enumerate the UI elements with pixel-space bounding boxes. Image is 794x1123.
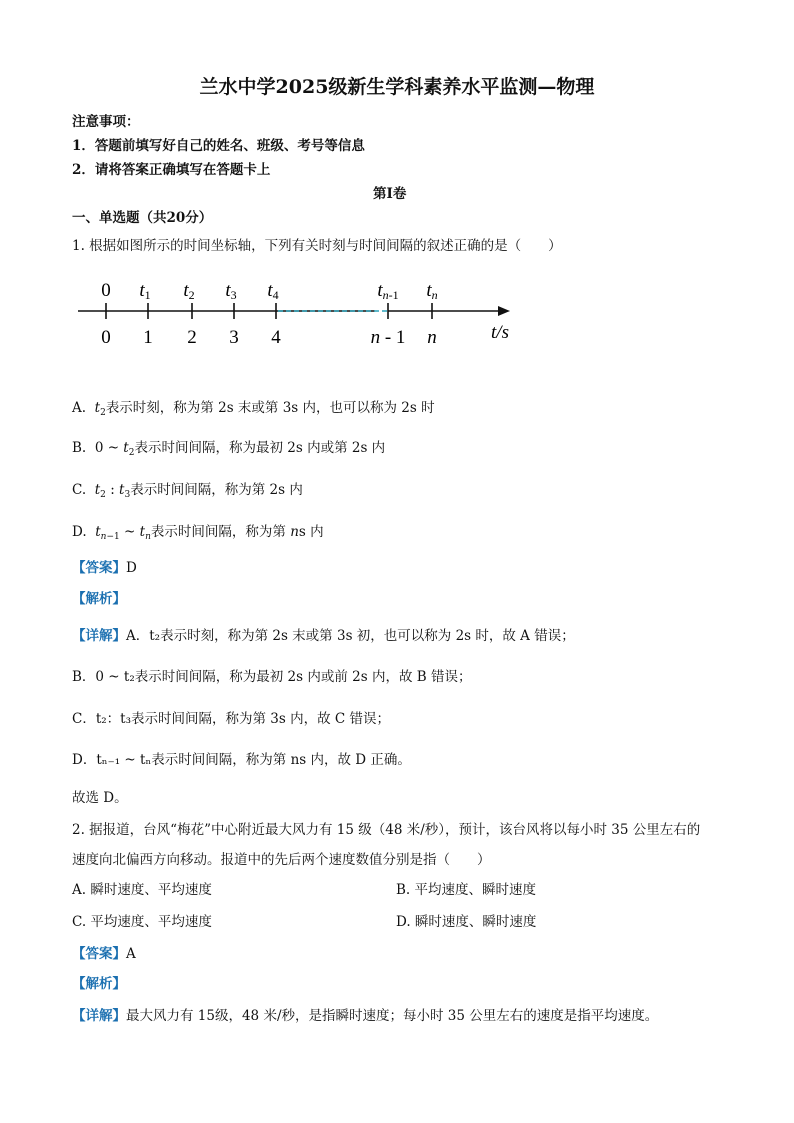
q2-option-a: A. 瞬时速度、平均速度: [72, 882, 212, 898]
bottom-label-3: 3: [229, 327, 239, 348]
top-label-tn: tn: [426, 280, 438, 302]
q1-detail-d: D．tₙ₋₁ ~ tₙ表示时间间隔，称为第 ns 内，故 D 正确。: [72, 752, 411, 768]
axis-unit-label: t/s: [491, 322, 509, 343]
time-axis-figure: [70, 272, 530, 362]
q2-stem-line1: 2. 据报道，台风“梅花”中心附近最大风力有 15 级（48 米/秒），预计，该台风将以每小时 35 公里左右的: [72, 822, 701, 838]
notice-item-2: 2．请将答案正确填写在答题卡上: [72, 162, 271, 178]
q2-analysis-tag: 【解析】: [72, 976, 126, 992]
top-label-tn-1: tn-1: [377, 280, 399, 302]
q1-option-c: C. $t_2$ : $t_3$表示时间间隔，称为第 2s 内: [72, 482, 303, 500]
q1-answer: 【答案】D: [72, 560, 137, 576]
q2-option-d: D. 瞬时速度、瞬时速度: [396, 914, 537, 930]
q2-option-b: B. 平均速度、瞬时速度: [396, 882, 537, 898]
q1-stem: 1. 根据如图所示的时间坐标轴，下列有关时刻与时间间隔的叙述正确的是（ ）: [72, 238, 562, 254]
volume-title: 第Ⅰ卷: [373, 186, 407, 202]
notice-item-1: 1．答题前填写好自己的姓名、班级、考号等信息: [72, 138, 365, 154]
bottom-label-n: n: [427, 327, 437, 348]
q2-option-c: C. 平均速度、平均速度: [72, 914, 212, 930]
q1-analysis-tag: 【解析】: [72, 591, 126, 607]
q1-option-b: B. 0 ~ $t_2$表示时间间隔，称为最初 2s 内或第 2s 内: [72, 440, 386, 458]
top-label-t2: t2: [183, 280, 195, 302]
q2-stem-line2: 速度向北偏西方向移动。报道中的先后两个速度数值分别是指（ ）: [72, 852, 491, 868]
top-label-t1: t1: [139, 280, 151, 302]
top-label-0: 0: [101, 280, 111, 301]
bottom-label-n-1: n - 1: [370, 327, 406, 348]
axis-arrow-icon: [498, 306, 510, 316]
page-title: 兰水中学2025级新生学科素养水平监测—物理: [199, 76, 595, 98]
bottom-label-1: 1: [143, 327, 153, 348]
bottom-label-4: 4: [271, 327, 281, 348]
notice-heading: 注意事项：: [72, 114, 140, 130]
q1-option-d: D. $t_{n-1}$ ~ $t_n$表示时间间隔，称为第 ns 内: [72, 524, 324, 542]
q2-detail: 【详解】最大风力有 15级，48 米/秒，是指瞬时速度；每小时 35 公里左右的速度是指平均速度。: [72, 1008, 659, 1024]
q1-detail-c: C．t₂：t₃表示时间间隔，称为第 3s 内，故 C 错误；: [72, 711, 391, 727]
q1-option-a: A. $t_2$表示时刻，称为第 2s 末或第 3s 内，也可以称为 2s 时: [72, 400, 435, 418]
top-label-t3: t3: [225, 280, 237, 302]
bottom-label-0: 0: [101, 327, 111, 348]
q2-answer: 【答案】A: [72, 946, 136, 962]
q1-conclusion: 故选 D。: [72, 790, 128, 806]
top-label-t4: t4: [267, 280, 279, 302]
q1-detail-b: B．0 ~ t₂表示时间间隔，称为最初 2s 内或前 2s 内，故 B 错误；: [72, 669, 472, 685]
q1-detail-a: 【详解】A．t₂表示时刻，称为第 2s 末或第 3s 初，也可以称为 2s 时，故 A 错误；: [72, 628, 575, 644]
bottom-label-2: 2: [187, 327, 197, 348]
section-title: 一、单选题（共20分）: [72, 210, 213, 226]
